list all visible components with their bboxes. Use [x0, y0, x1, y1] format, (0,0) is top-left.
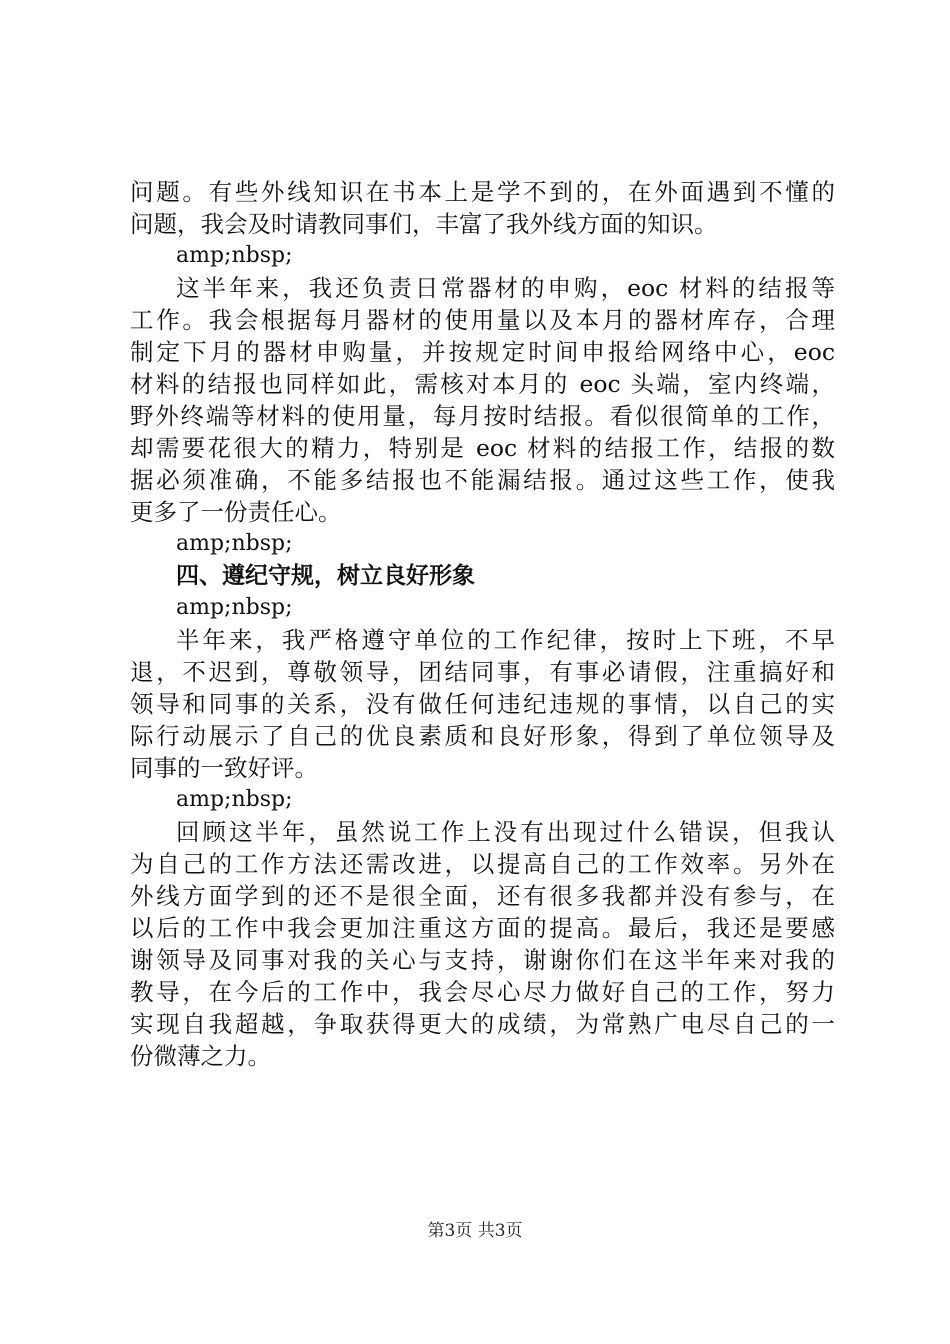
nbsp-spacer: amp;nbsp;	[176, 243, 293, 268]
page-footer	[0, 1216, 950, 1241]
paragraph-line: 半年来，我严格遵守单位的工作纪律，按时上下班，不早	[176, 626, 835, 654]
paragraph-line: 谢领导及同事对我的关心与支持，谢谢你们在这半年来对我的	[130, 946, 835, 974]
paragraph-line: 却需要花很大的精力，特别是 eoc 材料的结报工作，结报的数	[130, 434, 835, 462]
paragraph-line: 野外终端等材料的使用量，每月按时结报。看似很简单的工作，	[130, 402, 835, 430]
paragraph-line: 回顾这半年，虽然说工作上没有出现过什么错误，但我认	[176, 818, 835, 846]
paragraph-2	[130, 272, 835, 528]
paragraph-line: 问题，我会及时请教同事们，丰富了我外线方面的知识。	[130, 210, 718, 238]
paragraph-line: 据必须准确，不能多结报也不能漏结报。通过这些工作，使我	[130, 466, 835, 494]
paragraph-line: 工作。我会根据每月器材的使用量以及本月的器材库存，合理	[130, 306, 835, 334]
paragraph-line: 为自己的工作方法还需改进，以提高自己的工作效率。另外在	[130, 850, 835, 878]
nbsp-spacer: amp;nbsp;	[176, 595, 293, 620]
paragraph-line: 外线方面学到的还不是很全面，还有很多我都并没有参与，在	[130, 882, 835, 910]
paragraph-line: 制定下月的器材申购量，并按规定时间申报给网络中心，eoc	[130, 338, 835, 366]
section-heading: 四、遵纪守规，树立良好形象	[176, 563, 475, 589]
paragraph-line: 问题。有些外线知识在书本上是学不到的，在外面遇到不懂的	[130, 178, 835, 206]
paragraph-line: 退，不迟到，尊敬领导，团结同事，有事必请假，注重搞好和	[130, 658, 835, 686]
document-body	[130, 176, 835, 1072]
page-number-label: 第3页 共3页	[427, 1221, 523, 1241]
paragraph-line: 材料的结报也同样如此，需核对本月的 eoc 头端，室内终端，	[130, 370, 835, 398]
paragraph-line: 份微薄之力。	[130, 1042, 271, 1070]
nbsp-spacer: amp;nbsp;	[176, 787, 293, 812]
paragraph-1	[130, 176, 835, 240]
paragraph-line: 同事的一致好评。	[130, 754, 318, 782]
paragraph-line: 这半年来，我还负责日常器材的申购，eoc 材料的结报等	[176, 274, 835, 302]
paragraph-line: 以后的工作中我会更加注重这方面的提高。最后，我还是要感	[130, 914, 835, 942]
paragraph-line: 更多了一份责任心。	[130, 498, 342, 526]
paragraph-line: 教导，在今后的工作中，我会尽心尽力做好自己的工作，努力	[130, 978, 835, 1006]
nbsp-spacer: amp;nbsp;	[176, 531, 293, 556]
paragraph-line: 领导和同事的关系，没有做任何违纪违规的事情，以自己的实	[130, 690, 835, 718]
paragraph-3	[130, 624, 835, 784]
paragraph-line: 际行动展示了自己的优良素质和良好形象，得到了单位领导及	[130, 722, 835, 750]
paragraph-4	[130, 816, 835, 1072]
paragraph-line: 实现自我超越，争取获得更大的成绩，为常熟广电尽自己的一	[130, 1010, 835, 1038]
